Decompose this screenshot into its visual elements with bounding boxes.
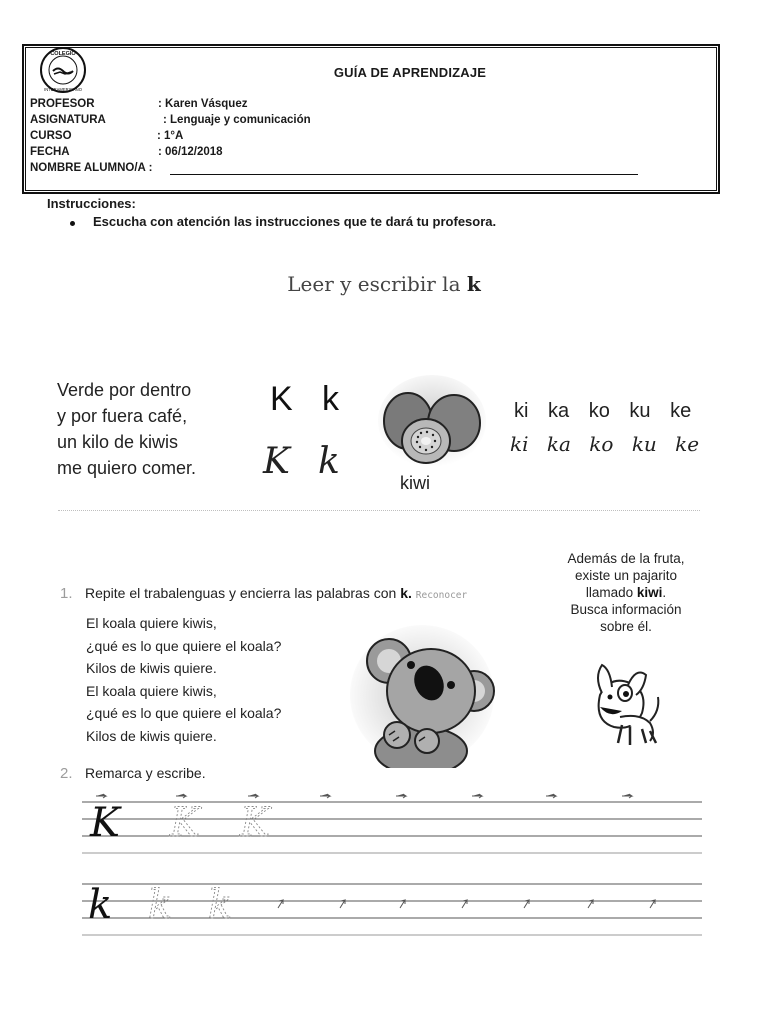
syllable: ko bbox=[588, 400, 610, 422]
verse-line[interactable]: Kilos de kiwis quiere. bbox=[86, 727, 217, 744]
field-label: NOMBRE ALUMNO/A : bbox=[30, 162, 153, 174]
skill-tag: Reconocer bbox=[415, 590, 468, 601]
dotted-divider bbox=[58, 510, 700, 511]
syllable: ki bbox=[514, 400, 529, 422]
handwriting-practice[interactable] bbox=[82, 790, 702, 950]
school-logo bbox=[34, 46, 92, 94]
lowercase-k: k bbox=[322, 380, 339, 418]
instruction-bullet: Escucha con atención las instrucciones que te dará tu profesora. bbox=[93, 214, 497, 229]
syllables-print bbox=[514, 400, 705, 423]
poem-line: y por fuera café, bbox=[57, 406, 188, 426]
field-value: : 06/12/2018 bbox=[158, 146, 223, 158]
instructions-title: Instrucciones: bbox=[47, 196, 136, 211]
tracing-upper-k[interactable]: K bbox=[240, 800, 270, 846]
field-label: CURSO bbox=[30, 130, 72, 142]
note-line: Además de la fruta, bbox=[567, 551, 685, 566]
practice-lines-lower bbox=[82, 884, 702, 935]
verse-line[interactable]: El koala quiere kiwis, bbox=[86, 682, 217, 699]
activity-1-instruction bbox=[85, 585, 467, 601]
guide-title: GUÍA DE APRENDIZAJE bbox=[333, 65, 487, 80]
field-nombre-alumno bbox=[30, 162, 670, 178]
verse-line[interactable]: ¿qué es lo que quiere el koala? bbox=[86, 705, 282, 721]
svg-text:COLEGIO: COLEGIO bbox=[50, 51, 76, 57]
student-name-line[interactable] bbox=[170, 174, 638, 175]
dog-illustration bbox=[570, 655, 670, 750]
tongue-twister bbox=[86, 612, 281, 747]
tracing-lower-k[interactable]: k bbox=[148, 882, 173, 928]
svg-text:INTERAMERICANO: INTERAMERICANO bbox=[44, 87, 82, 92]
syllable: ka bbox=[548, 400, 570, 422]
syllables-script bbox=[510, 432, 711, 456]
field-value: : 1°A bbox=[157, 130, 184, 142]
script-syllable: ku bbox=[631, 432, 657, 456]
poem bbox=[57, 377, 196, 481]
kiwi-bird-note bbox=[548, 550, 704, 635]
field-label: FECHA bbox=[30, 146, 70, 158]
field-value: : Karen Vásquez bbox=[158, 98, 248, 110]
syllable: ku bbox=[629, 400, 651, 422]
script-syllable: ko bbox=[589, 432, 614, 456]
verse-line[interactable]: El koala quiere kiwis, bbox=[86, 615, 217, 631]
note-line: sobre él. bbox=[600, 619, 652, 634]
note-text: llamado bbox=[585, 585, 637, 600]
bullet-dot-icon bbox=[70, 221, 75, 226]
script-lowercase-k: k bbox=[318, 441, 340, 482]
tracing-upper-k[interactable]: K bbox=[170, 800, 200, 846]
lesson-title-letter: k bbox=[466, 272, 481, 296]
script-uppercase-k: K bbox=[263, 441, 290, 482]
kiwi-fruit-illustration bbox=[376, 373, 488, 473]
note-line bbox=[548, 584, 704, 601]
syllable: ke bbox=[670, 400, 692, 422]
uppercase-k: K bbox=[270, 380, 293, 418]
activity-2-number: 2. bbox=[60, 765, 73, 782]
kiwi-label: kiwi bbox=[400, 473, 430, 493]
activity-2-instruction: Remarca y escribe. bbox=[85, 765, 206, 781]
tracing-lower-k[interactable]: k bbox=[208, 882, 233, 928]
field-label: ASIGNATURA bbox=[30, 114, 106, 126]
note-line: existe un pajarito bbox=[574, 568, 678, 583]
poem-line: un kilo de kiwis bbox=[57, 432, 179, 452]
poem-line: me quiero comer. bbox=[57, 458, 197, 478]
lesson-title-text: Leer y escribir la bbox=[287, 272, 467, 296]
note-bold-word: kiwi bbox=[636, 585, 663, 600]
script-syllable: ki bbox=[510, 432, 529, 456]
field-label: PROFESOR bbox=[30, 98, 95, 110]
script-syllable: ka bbox=[546, 432, 571, 456]
activity-1-text: Repite el trabalenguas y encierra las palabras con bbox=[85, 585, 401, 601]
verse-line[interactable]: Kilos de kiwis quiere. bbox=[86, 660, 217, 676]
practice-upper-k: K bbox=[90, 800, 120, 846]
script-syllable: ke bbox=[675, 432, 700, 456]
activity-1-number: 1. bbox=[60, 585, 73, 602]
arrow-guides-upper bbox=[96, 794, 632, 798]
activity-1-letter: k. bbox=[400, 585, 412, 601]
lesson-title bbox=[0, 272, 768, 296]
practice-lower-k: k bbox=[88, 882, 113, 928]
note-text: . bbox=[662, 585, 667, 600]
note-line: Busca información bbox=[570, 602, 682, 617]
field-value: : Lenguaje y comunicación bbox=[163, 114, 311, 126]
poem-line: Verde por dentro bbox=[57, 380, 192, 400]
koala-illustration bbox=[349, 623, 495, 768]
verse-line[interactable]: ¿qué es lo que quiere el koala? bbox=[86, 637, 282, 654]
